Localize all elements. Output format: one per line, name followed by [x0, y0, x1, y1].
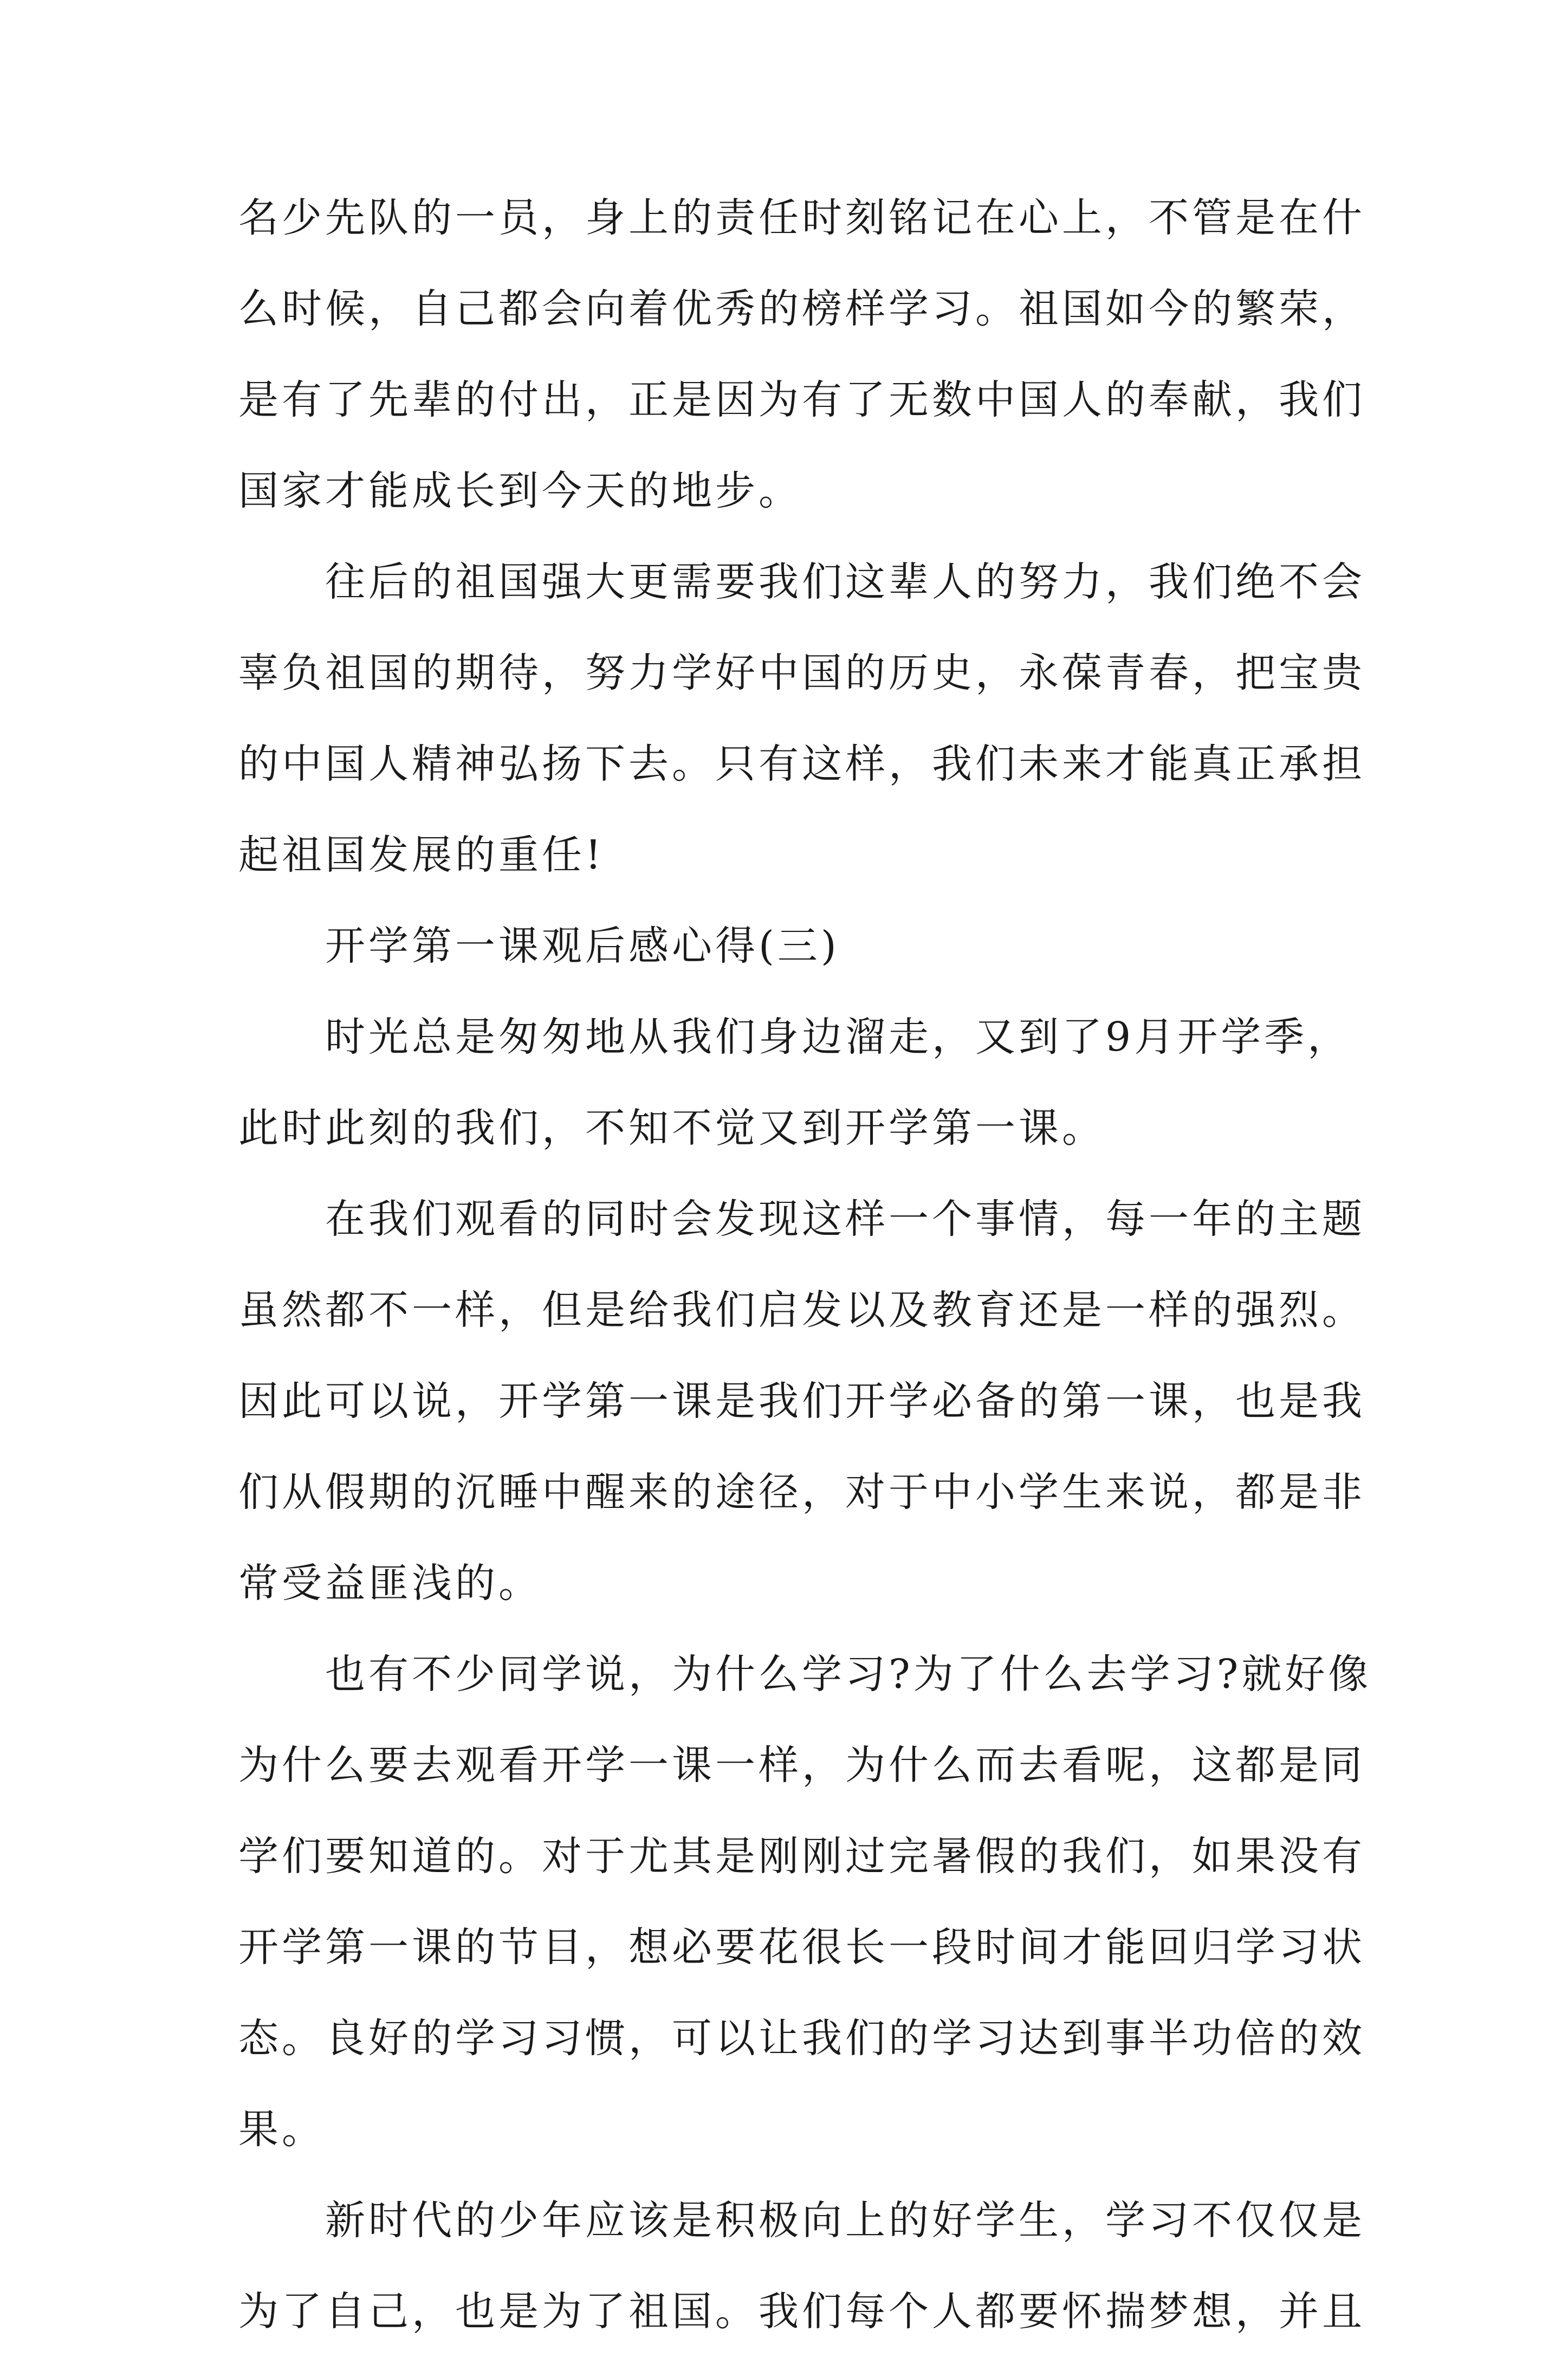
text-line: 辜负祖国的期待，努力学好中国的历史，永葆青春，把宝贵	[238, 650, 1365, 696]
text-line: 态。良好的学习习惯，可以让我们的学习达到事半功倍的效	[238, 2015, 1365, 2062]
text-line: 起祖国发展的重任!	[238, 832, 605, 878]
body-text	[238, 172, 1372, 2357]
text-line: 开学第一课观后感心得(三)	[325, 923, 840, 969]
text-line: 此时此刻的我们，不知不觉又到开学第一课。	[238, 1105, 1105, 1151]
text-line: 名少先队的一员，身上的责任时刻铭记在心上，不管是在什	[238, 195, 1365, 241]
text-line: 国家才能成长到今天的地步。	[238, 468, 802, 514]
text-line: 常受益匪浅的。	[238, 1560, 542, 1607]
text-line: 时光总是匆匆地从我们身边溜走，又到了9月开学季，	[325, 1014, 1351, 1060]
text-line: 为什么要去观看开学一课一样，为什么而去看呢，这都是同	[238, 1742, 1365, 1789]
text-line: 开学第一课的节目，想必要花很长一段时间才能回归学习状	[238, 1924, 1365, 1971]
text-line: 们从假期的沉睡中醒来的途径，对于中小学生来说，都是非	[238, 1469, 1365, 1516]
text-line: 是有了先辈的付出，正是因为有了无数中国人的奉献，我们	[238, 377, 1365, 423]
text-line: 也有不少同学说，为什么学习?为了什么去学习?就好像	[325, 1651, 1372, 1698]
text-line: 在我们观看的同时会发现这样一个事情，每一年的主题	[325, 1196, 1365, 1242]
text-line: 为了自己，也是为了祖国。我们每个人都要怀揣梦想，并且	[238, 2288, 1365, 2335]
text-line: 么时候，自己都会向着优秀的榜样学习。祖国如今的繁荣，	[238, 286, 1365, 332]
text-line: 果。	[238, 2106, 325, 2153]
text-line: 虽然都不一样，但是给我们启发以及教育还是一样的强烈。	[238, 1287, 1365, 1333]
text-line: 的中国人精神弘扬下去。只有这样，我们未来才能真正承担	[238, 741, 1365, 787]
text-line: 往后的祖国强大更需要我们这辈人的努力，我们绝不会	[325, 559, 1365, 605]
text-line: 因此可以说，开学第一课是我们开学必备的第一课，也是我	[238, 1378, 1365, 1424]
text-line: 新时代的少年应该是积极向上的好学生，学习不仅仅是	[325, 2197, 1365, 2244]
text-line: 学们要知道的。对于尤其是刚刚过完暑假的我们，如果没有	[238, 1833, 1365, 1880]
